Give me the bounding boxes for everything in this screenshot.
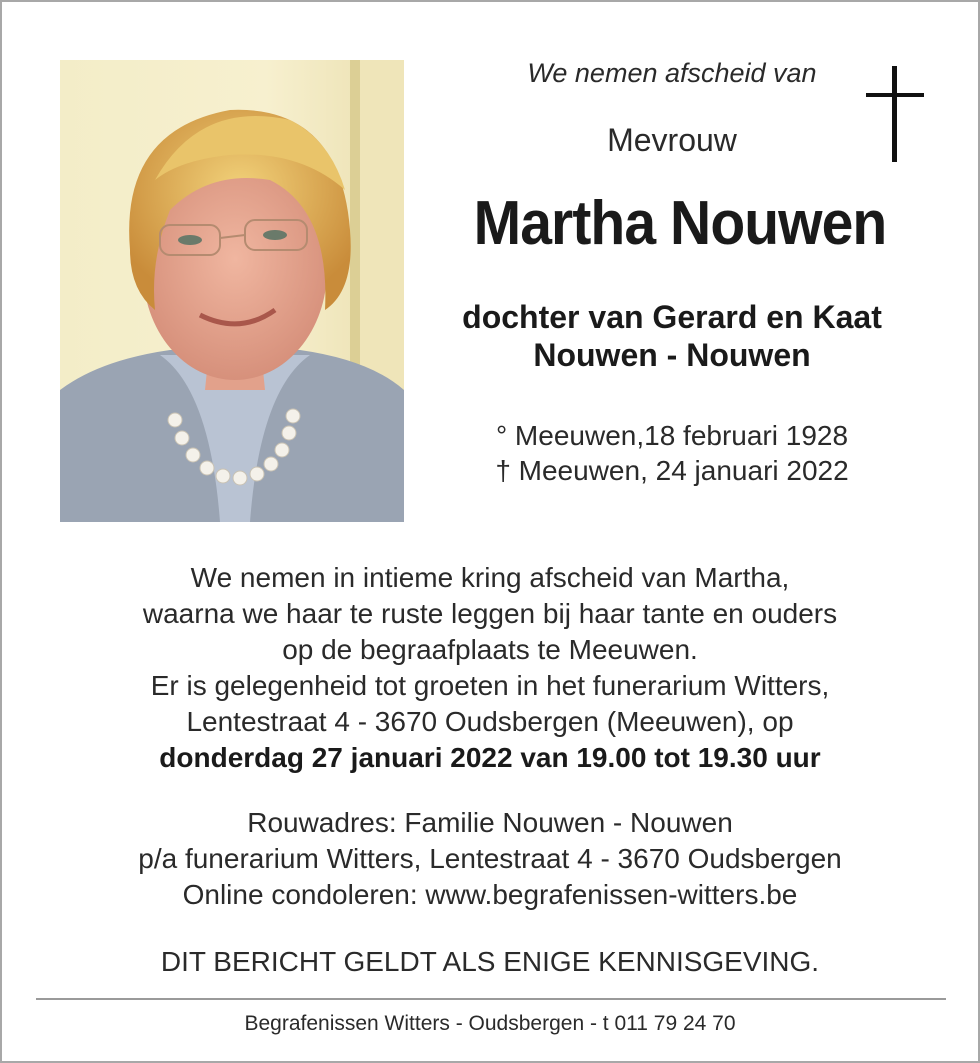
visitation-time: donderdag 27 januari 2022 van 19.00 tot 19.30 uur	[159, 742, 821, 773]
message-block	[2, 560, 978, 776]
birth-date: ° Meeuwen,18 februari 1928	[495, 420, 849, 451]
portrait-photo	[60, 60, 404, 522]
intro-text: We nemen afscheid van	[527, 58, 817, 88]
address-line-3: Online condoleren: www.begrafenissen-witters.be	[182, 879, 798, 910]
parents-line-1: dochter van Gerard en Kaat	[462, 299, 882, 335]
parents-block	[422, 298, 922, 374]
divider	[36, 998, 946, 1000]
message-line-1: We nemen in intieme kring afscheid van Martha,	[190, 562, 790, 593]
message-line-4: Er is gelegenheid tot groeten in het funerarium Witters,	[150, 670, 830, 701]
parents-line-2: Nouwen - Nouwen	[533, 337, 811, 373]
life-dates	[442, 418, 902, 488]
message-line-5: Lentestraat 4 - 3670 Oudsbergen (Meeuwen), op	[186, 706, 794, 737]
deceased-name: Martha Nouwen	[473, 189, 887, 258]
notice-text: DIT BERICHT GELDT ALS ENIGE KENNISGEVING.	[160, 946, 820, 977]
address-line-1: Rouwadres: Familie Nouwen - Nouwen	[247, 807, 733, 838]
address-line-2: p/a funerarium Witters, Lentestraat 4 - 3670 Oudsbergen	[138, 843, 842, 874]
death-date: † Meeuwen, 24 januari 2022	[495, 455, 849, 486]
footer-text: Begrafenissen Witters - Oudsbergen - t 011 79 24 70	[244, 1012, 736, 1035]
address-block	[2, 805, 978, 913]
message-line-3: op de begraafplaats te Meeuwen.	[282, 634, 698, 665]
honorific: Mevrouw	[607, 122, 737, 158]
message-line-2: waarna we haar te ruste leggen bij haar tante en ouders	[142, 598, 838, 629]
